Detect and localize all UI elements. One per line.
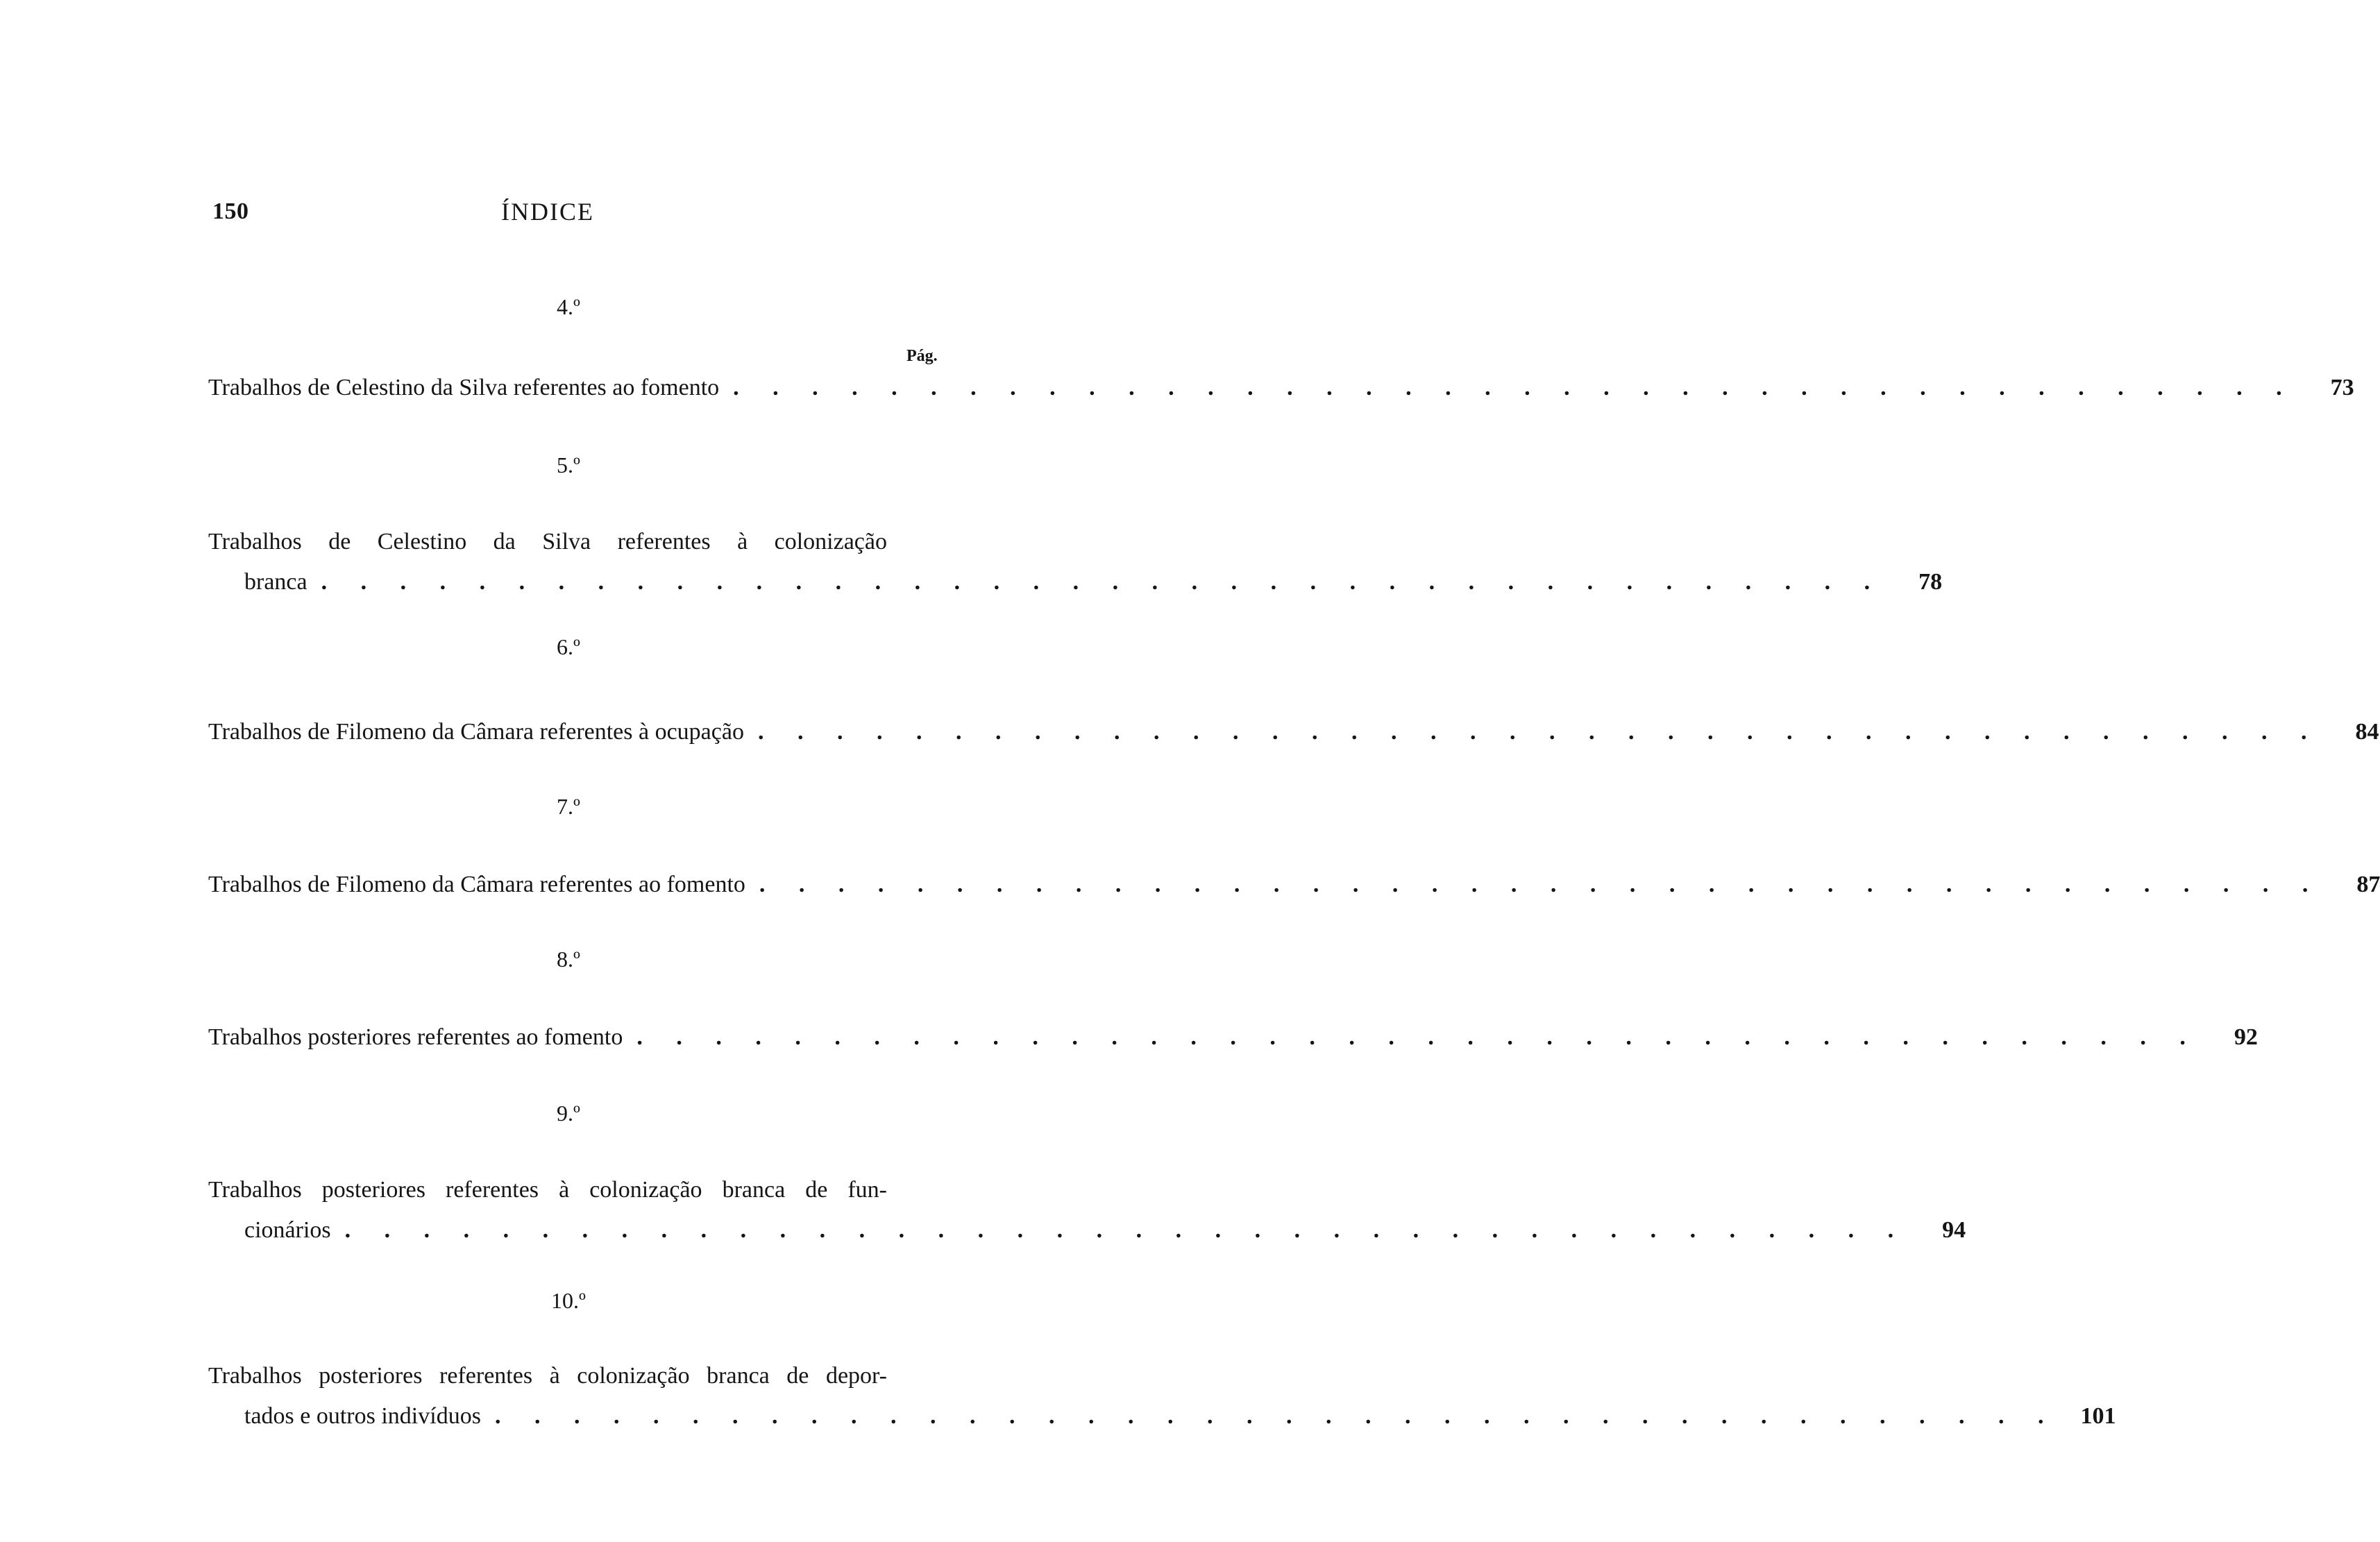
page-number: 150 bbox=[212, 198, 249, 224]
page-column-label: Pág. bbox=[906, 347, 938, 365]
toc-entry-title: Trabalhos de Filomeno da Câmara referentes à ocupação bbox=[208, 719, 744, 745]
section-heading-6: 6.º bbox=[557, 634, 580, 659]
dot-leader: . . . . . . . . . . . . . . . . . . . . . . . . . . . . . . . . . . . . . . . . bbox=[321, 569, 1884, 595]
dot-leader: . . . . . . . . . . . . . . . . . . . . . . . . . . . . . . . . . . . . . . . . bbox=[344, 1217, 1908, 1243]
section-heading-7: 7.º bbox=[557, 794, 580, 819]
toc-entry-page: 87 bbox=[2356, 872, 2380, 897]
toc-entry-page: 92 bbox=[2234, 1024, 2258, 1050]
toc-entry-page: 73 bbox=[2330, 375, 2354, 400]
toc-entry-page: 94 bbox=[1942, 1217, 1966, 1243]
toc-entry-title: Trabalhos de Filomeno da Câmara referentes ao fomento bbox=[208, 872, 745, 897]
dot-leader: . . . . . . . . . . . . . . . . . . . . . . . . . . . . . . . . . . . . . . . . bbox=[757, 719, 2321, 745]
toc-entry-5[interactable] bbox=[208, 522, 1943, 602]
section-heading-5: 5.º bbox=[557, 452, 580, 477]
toc-entry-title: Trabalhos posteriores referentes ao fomento bbox=[208, 1024, 623, 1050]
toc-entry-title-continued: cionários bbox=[244, 1217, 331, 1243]
toc-entry-page: 84 bbox=[2355, 719, 2379, 745]
toc-entry-4[interactable] bbox=[208, 368, 2354, 408]
toc-entry-title-continued: branca bbox=[244, 569, 307, 595]
dot-leader: . . . . . . . . . . . . . . . . . . . . . . . . . . . . . . . . . . . . . . . . bbox=[494, 1403, 2058, 1429]
dot-leader: . . . . . . . . . . . . . . . . . . . . . . . . . . . . . . . . . . . . . . . . bbox=[636, 1024, 2200, 1050]
toc-entry-title-continued: tados e outros indivíduos bbox=[244, 1403, 481, 1429]
toc-entry-7[interactable] bbox=[208, 865, 2380, 905]
toc-entry-9[interactable] bbox=[208, 1170, 1966, 1251]
toc-entry-6[interactable] bbox=[208, 712, 2379, 752]
section-heading-8: 8.º bbox=[557, 947, 580, 972]
running-title: ÍNDICE bbox=[501, 198, 594, 226]
toc-entry-8[interactable] bbox=[208, 1017, 2258, 1058]
section-heading-10: 10.º bbox=[551, 1288, 586, 1313]
toc-entry-page: 101 bbox=[2080, 1403, 2116, 1429]
toc-entry-10[interactable] bbox=[208, 1356, 2116, 1437]
section-heading-4: 4.º bbox=[557, 294, 580, 319]
dot-leader: . . . . . . . . . . . . . . . . . . . . . . . . . . . . . . . . . . . . . . . . bbox=[733, 375, 2296, 400]
section-heading-9: 9.º bbox=[557, 1101, 580, 1126]
toc-entry-title: Trabalhos posteriores referentes à colonização branca de fun- bbox=[208, 1177, 887, 1203]
toc-entry-title: Trabalhos posteriores referentes à colonização branca de depor- bbox=[208, 1363, 887, 1389]
dot-leader: . . . . . . . . . . . . . . . . . . . . . . . . . . . . . . . . . . . . . . . . bbox=[759, 872, 2322, 897]
toc-entry-page: 78 bbox=[1918, 569, 1943, 595]
toc-entry-title: Trabalhos de Celestino da Silva referentes à colonização bbox=[208, 529, 887, 554]
toc-entry-title: Trabalhos de Celestino da Silva referentes ao fomento bbox=[208, 375, 720, 400]
